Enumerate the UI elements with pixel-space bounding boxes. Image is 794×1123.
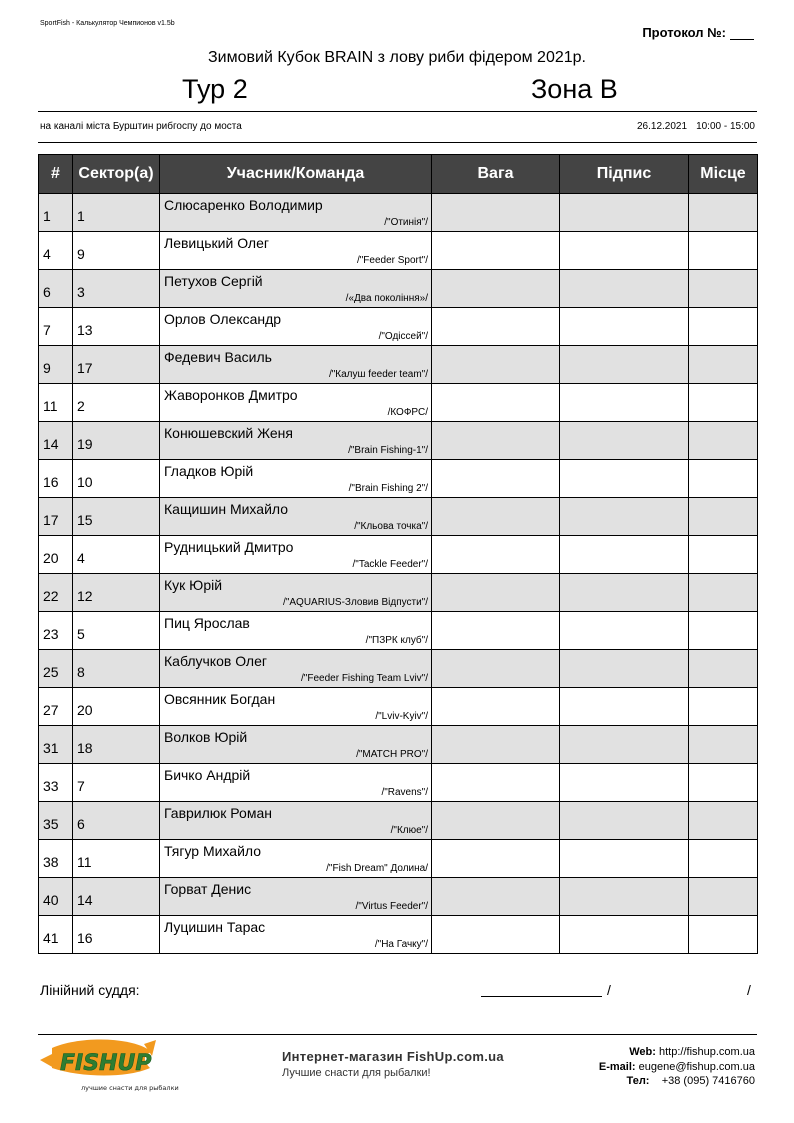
weight-cell[interactable] <box>432 308 560 346</box>
row-participant <box>160 688 432 726</box>
participant-name: Рудницький Дмитро <box>164 539 294 555</box>
email-link[interactable]: eugene@fishup.com.ua <box>638 1060 755 1073</box>
app-name: SportFish - Калькулятор Чемпионов v1.5b <box>40 20 175 27</box>
contact-email: E-mail: eugene@fishup.com.ua <box>598 1060 755 1073</box>
row-participant <box>160 764 432 802</box>
row-participant <box>160 916 432 954</box>
row-participant <box>160 194 432 232</box>
row-participant <box>160 726 432 764</box>
team-name: /"Feeder Fishing Team Lviv"/ <box>301 673 428 684</box>
slash: / <box>747 982 751 998</box>
participant-name: Бичко Андрій <box>164 767 251 783</box>
weight-cell[interactable] <box>432 422 560 460</box>
row-sector: 14 <box>73 878 160 916</box>
weight-cell[interactable] <box>432 536 560 574</box>
place-cell[interactable] <box>689 916 758 954</box>
table-row <box>39 650 758 688</box>
signature-cell[interactable] <box>560 308 689 346</box>
row-participant <box>160 270 432 308</box>
place-cell[interactable] <box>689 422 758 460</box>
team-name: /«Два покоління»/ <box>345 293 428 304</box>
team-name: /"Клюе"/ <box>390 825 428 836</box>
table-row <box>39 688 758 726</box>
fishup-logo <box>38 1038 179 1094</box>
team-name: /"Кльова точка"/ <box>354 521 428 532</box>
row-number: 38 <box>39 840 73 878</box>
team-name: /"Tackle Feeder"/ <box>352 559 428 570</box>
place-cell[interactable] <box>689 194 758 232</box>
protocol-label: Протокол №: <box>642 25 726 40</box>
row-number: 1 <box>39 194 73 232</box>
weight-cell[interactable] <box>432 270 560 308</box>
signature-cell[interactable] <box>560 232 689 270</box>
participant-name: Овсянник Богдан <box>164 691 276 707</box>
team-name: /"Brain Fishing-1"/ <box>348 445 428 456</box>
participant-name: Кук Юрій <box>164 577 223 593</box>
team-name: /"Отинія"/ <box>384 217 428 228</box>
weight-cell[interactable] <box>432 194 560 232</box>
row-sector: 4 <box>73 536 160 574</box>
signature-cell[interactable] <box>560 422 689 460</box>
contact-web: Web: http://fishup.com.ua <box>629 1046 755 1058</box>
participant-name: Тягур Михайло <box>164 843 262 859</box>
place-cell[interactable] <box>689 346 758 384</box>
place-cell[interactable] <box>689 688 758 726</box>
col-signature: Підпис <box>560 155 689 194</box>
team-name: /"Brain Fishing 2"/ <box>348 483 428 494</box>
signature-cell[interactable] <box>560 460 689 498</box>
row-number: 14 <box>39 422 73 460</box>
signature-cell[interactable] <box>560 726 689 764</box>
team-name: /"MATCH PRO"/ <box>356 749 428 760</box>
row-participant <box>160 878 432 916</box>
row-participant <box>160 498 432 536</box>
row-number: 33 <box>39 764 73 802</box>
participant-name: Слюсаренко Володимир <box>164 197 323 213</box>
zone-label: Зона B <box>531 74 618 104</box>
participant-name: Жаворонков Дмитро <box>164 387 298 403</box>
row-number: 16 <box>39 460 73 498</box>
table-row <box>39 498 758 536</box>
participant-name: Луцишин Тарас <box>164 919 266 935</box>
competition-title: Зимовий Кубок BRAIN з лову риби фідером 2021р. <box>208 49 586 66</box>
row-number: 35 <box>39 802 73 840</box>
place-cell[interactable] <box>689 384 758 422</box>
row-sector: 6 <box>73 802 160 840</box>
team-name: /"AQUARIUS-Зловив Відпусти"/ <box>283 597 428 608</box>
place-cell[interactable] <box>689 802 758 840</box>
row-sector: 18 <box>73 726 160 764</box>
weight-cell[interactable] <box>432 612 560 650</box>
table-header <box>39 155 758 194</box>
weight-cell[interactable] <box>432 726 560 764</box>
table-row <box>39 612 758 650</box>
weight-cell[interactable] <box>432 574 560 612</box>
row-number: 4 <box>39 232 73 270</box>
row-number: 27 <box>39 688 73 726</box>
row-sector: 3 <box>73 270 160 308</box>
judge-signature-line <box>481 996 602 997</box>
place-cell[interactable] <box>689 612 758 650</box>
col-weight: Вага <box>432 155 560 194</box>
weight-cell[interactable] <box>432 650 560 688</box>
place-cell[interactable] <box>689 308 758 346</box>
weight-cell[interactable] <box>432 346 560 384</box>
shop-title: Интернет-магазин FishUp.com.ua <box>282 1049 504 1064</box>
participant-name: Кащишин Михайло <box>164 501 288 517</box>
row-sector: 11 <box>73 840 160 878</box>
weight-cell[interactable] <box>432 802 560 840</box>
row-sector: 13 <box>73 308 160 346</box>
weight-cell[interactable] <box>432 460 560 498</box>
weight-cell[interactable] <box>432 878 560 916</box>
signature-cell[interactable] <box>560 346 689 384</box>
table-row <box>39 232 758 270</box>
row-sector: 20 <box>73 688 160 726</box>
date: 26.12.2021 <box>637 121 688 132</box>
row-number: 9 <box>39 346 73 384</box>
signature-cell[interactable] <box>560 878 689 916</box>
row-number: 17 <box>39 498 73 536</box>
weight-cell[interactable] <box>432 840 560 878</box>
weight-cell[interactable] <box>432 498 560 536</box>
row-participant <box>160 574 432 612</box>
team-name: /"Fish Dream" Долина/ <box>326 863 428 874</box>
table-row <box>39 422 758 460</box>
team-name: /"Ravens"/ <box>381 787 428 798</box>
place-cell[interactable] <box>689 878 758 916</box>
table-row <box>39 726 758 764</box>
fish-logo-icon <box>38 1038 179 1094</box>
table-row <box>39 194 758 232</box>
team-name: /"На Гачку"/ <box>374 939 428 950</box>
table-row <box>39 346 758 384</box>
svg-text:FISHUP: FISHUP <box>60 1051 152 1076</box>
place-cell[interactable] <box>689 536 758 574</box>
table-row <box>39 270 758 308</box>
row-sector: 10 <box>73 460 160 498</box>
row-participant <box>160 840 432 878</box>
row-number: 40 <box>39 878 73 916</box>
col-participant: Учасник/Команда <box>160 155 432 194</box>
row-number: 6 <box>39 270 73 308</box>
protocol-blank <box>730 27 754 40</box>
table-row <box>39 878 758 916</box>
row-number: 31 <box>39 726 73 764</box>
participants-table <box>38 154 758 954</box>
protocol-number <box>642 25 754 40</box>
signature-cell[interactable] <box>560 840 689 878</box>
table-row <box>39 384 758 422</box>
team-name: /"Калуш feeder team"/ <box>328 369 428 380</box>
row-participant <box>160 232 432 270</box>
participant-name: Гладков Юрій <box>164 463 254 479</box>
weight-cell[interactable] <box>432 384 560 422</box>
row-sector: 2 <box>73 384 160 422</box>
web-link[interactable]: http://fishup.com.ua <box>659 1046 755 1058</box>
participant-name: Каблучков Олег <box>164 653 267 669</box>
participant-name: Горват Денис <box>164 881 252 897</box>
team-name: /"Virtus Feeder"/ <box>355 901 428 912</box>
weight-cell[interactable] <box>432 764 560 802</box>
row-participant <box>160 422 432 460</box>
venue: на каналі міста Бурштин рибгоспу до моста <box>40 121 242 132</box>
signature-cell[interactable] <box>560 498 689 536</box>
table-row <box>39 574 758 612</box>
signature-cell[interactable] <box>560 650 689 688</box>
contact-phone: Тел: +38 (095) 7416760 <box>626 1075 755 1087</box>
team-name: /"ПЗРК клуб"/ <box>365 635 428 646</box>
participant-name: Петухов Сергій <box>164 273 263 289</box>
row-number: 23 <box>39 612 73 650</box>
line-judge-label: Лінійний суддя: <box>40 982 140 998</box>
row-sector: 19 <box>73 422 160 460</box>
col-place: Місце <box>689 155 758 194</box>
team-name: /"Одіссей"/ <box>378 331 428 342</box>
place-cell[interactable] <box>689 764 758 802</box>
team-name: /"Lviv-Kyiv"/ <box>375 711 428 722</box>
row-sector: 1 <box>73 194 160 232</box>
row-number: 7 <box>39 308 73 346</box>
svg-text:лучшие снасти для рыбалки: лучшие снасти для рыбалки <box>81 1084 179 1092</box>
round-label: Тур 2 <box>182 74 248 104</box>
table-row <box>39 802 758 840</box>
row-participant <box>160 802 432 840</box>
row-participant <box>160 650 432 688</box>
table-row <box>39 840 758 878</box>
col-number: # <box>39 155 73 194</box>
time: 10:00 - 15:00 <box>696 121 755 132</box>
signature-cell[interactable] <box>560 612 689 650</box>
place-cell[interactable] <box>689 840 758 878</box>
team-name: /"Feeder Sport"/ <box>356 255 428 266</box>
row-participant <box>160 384 432 422</box>
divider <box>38 111 757 112</box>
participant-name: Гаврилюк Роман <box>164 805 272 821</box>
col-sector: Сектор(а) <box>73 155 160 194</box>
signature-cell[interactable] <box>560 916 689 954</box>
participant-name: Конюшевский Женя <box>164 425 293 441</box>
signature-cell[interactable] <box>560 764 689 802</box>
signature-cell[interactable] <box>560 802 689 840</box>
signature-cell[interactable] <box>560 536 689 574</box>
signature-cell[interactable] <box>560 194 689 232</box>
contacts <box>599 1045 755 1089</box>
row-number: 20 <box>39 536 73 574</box>
row-number: 41 <box>39 916 73 954</box>
row-sector: 8 <box>73 650 160 688</box>
table-row <box>39 308 758 346</box>
row-number: 22 <box>39 574 73 612</box>
row-sector: 15 <box>73 498 160 536</box>
participant-name: Федевич Василь <box>164 349 272 365</box>
table-row <box>39 460 758 498</box>
row-sector: 16 <box>73 916 160 954</box>
signature-cell[interactable] <box>560 688 689 726</box>
row-number: 11 <box>39 384 73 422</box>
divider <box>38 142 757 143</box>
place-cell[interactable] <box>689 270 758 308</box>
shop-slogan: Лучшие снасти для рыбалки! <box>282 1067 431 1079</box>
row-participant <box>160 460 432 498</box>
participant-name: Пиц Ярослав <box>164 615 250 631</box>
row-participant <box>160 612 432 650</box>
table-row <box>39 536 758 574</box>
row-sector: 5 <box>73 612 160 650</box>
row-sector: 7 <box>73 764 160 802</box>
table-row <box>39 764 758 802</box>
date-time <box>637 121 755 132</box>
row-sector: 12 <box>73 574 160 612</box>
row-number: 25 <box>39 650 73 688</box>
row-participant <box>160 536 432 574</box>
participant-name: Волков Юрій <box>164 729 248 745</box>
weight-cell[interactable] <box>432 688 560 726</box>
weight-cell[interactable] <box>432 232 560 270</box>
place-cell[interactable] <box>689 726 758 764</box>
team-name: /КОФРС/ <box>387 407 428 418</box>
slash: / <box>607 982 611 998</box>
footer-divider <box>38 1034 757 1035</box>
place-cell[interactable] <box>689 460 758 498</box>
signature-cell[interactable] <box>560 574 689 612</box>
participant-name: Левицький Олег <box>164 235 269 251</box>
signature-cell[interactable] <box>560 384 689 422</box>
place-cell[interactable] <box>689 232 758 270</box>
place-cell[interactable] <box>689 650 758 688</box>
place-cell[interactable] <box>689 498 758 536</box>
participant-name: Орлов Олександр <box>164 311 282 327</box>
weight-cell[interactable] <box>432 916 560 954</box>
signature-cell[interactable] <box>560 270 689 308</box>
row-participant <box>160 346 432 384</box>
row-sector: 9 <box>73 232 160 270</box>
place-cell[interactable] <box>689 574 758 612</box>
row-participant <box>160 308 432 346</box>
table-row <box>39 916 758 954</box>
phone-number: +38 (095) 7416760 <box>661 1075 755 1087</box>
row-sector: 17 <box>73 346 160 384</box>
